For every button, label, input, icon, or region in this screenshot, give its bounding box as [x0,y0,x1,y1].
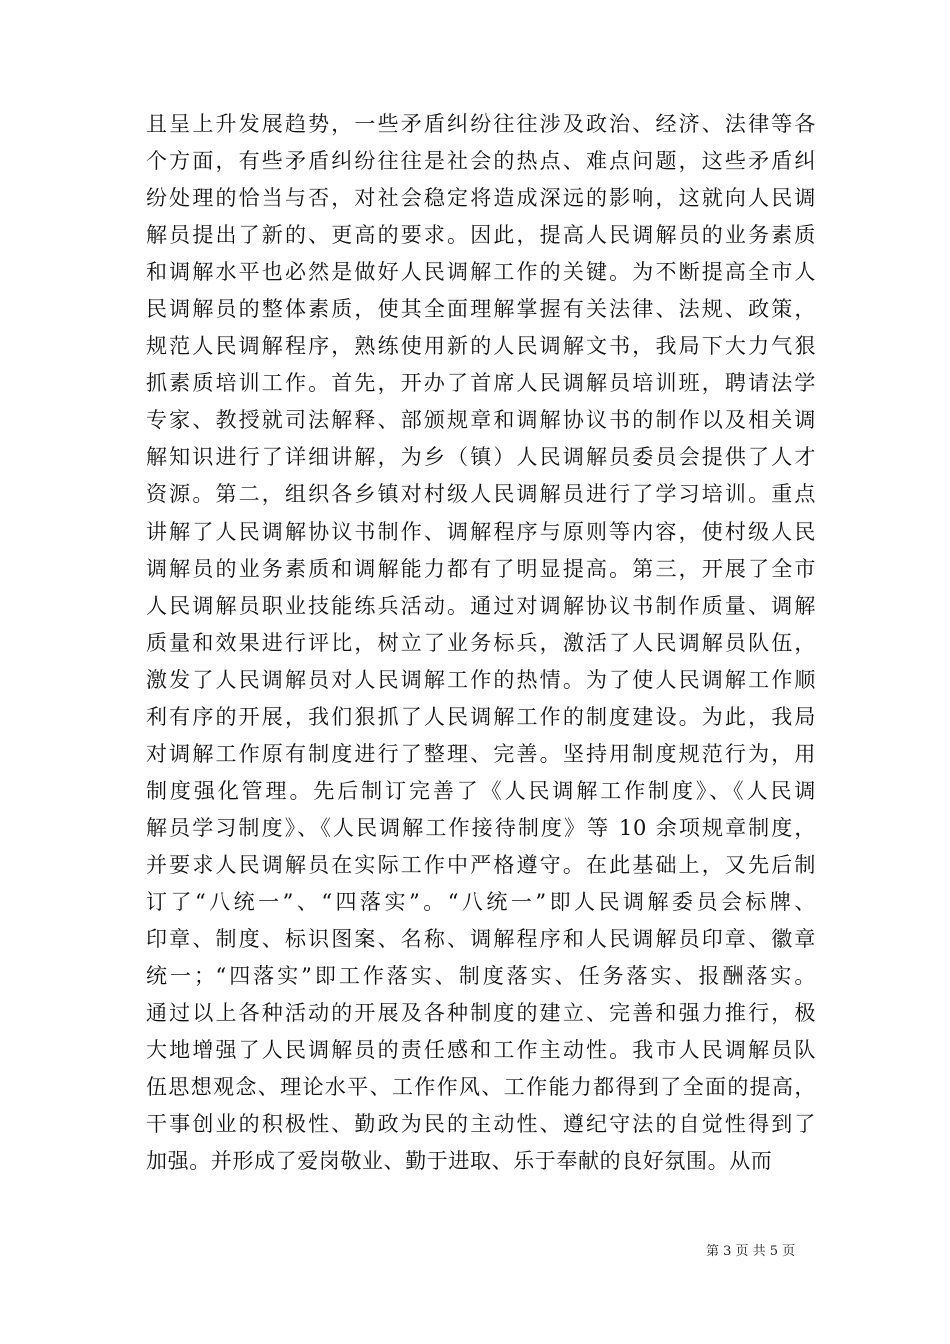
text-line: 并要求人民调解员在实际工作中严格遵守。在此基础上，又先后制 [146,852,816,877]
text-line: 印章、制度、标识图案、名称、调解程序和人民调解员印章、徽章 [146,927,816,952]
text-line: 资源。第二，组织各乡镇对村级人民调解员进行了学习培训。重点 [146,482,816,507]
text-line: 和调解水平也必然是做好人民调解工作的关键。为不断提高全市人 [146,260,816,285]
text-line: 利有序的开展，我们狠抓了人民调解工作的制度建设。为此，我局 [146,704,816,729]
text-line: 个方面，有些矛盾纠纷往往是社会的热点、难点问题，这些矛盾纠 [146,149,816,174]
text-line: 激发了人民调解员对人民调解工作的热情。为了使人民调解工作顺 [146,667,816,692]
text-line: 大地增强了人民调解员的责任感和工作主动性。我市人民调解员队 [146,1038,816,1063]
text-line: 解知识进行了详细讲解，为乡（镇）人民调解员委员会提供了人才 [146,445,816,470]
text-line: 民调解员的整体素质，使其全面理解掌握有关法律、法规、政策， [146,297,816,322]
text-line: 制度强化管理。先后制订完善了《人民调解工作制度》、《人民调 [146,778,816,803]
text-line: 规范人民调解程序，熟练使用新的人民调解文书，我局下大力气狠 [146,334,816,359]
text-line: 纷处理的恰当与否，对社会稳定将造成深远的影响，这就向人民调 [146,186,816,211]
text-line: 且呈上升发展趋势，一些矛盾纠纷往往涉及政治、经济、法律等各 [146,112,816,136]
text-line: 质量和效果进行评比，树立了业务标兵，激活了人民调解员队伍， [146,630,816,655]
text-line: 解员提出了新的、更高的要求。因此，提高人民调解员的业务素质 [146,223,816,248]
text-line: 抓素质培训工作。首先，开办了首席人民调解员培训班，聘请法学 [146,371,816,396]
text-line: 解员学习制度》、《人民调解工作接待制度》等 10 余项规章制度， [146,815,816,840]
text-line: 专家、教授就司法解释、部颁规章和调解协议书的制作以及相关调 [146,408,816,433]
text-line: 对调解工作原有制度进行了整理、完善。坚持用制度规范行为，用 [146,741,816,766]
page-number-footer: 第 3 页 共 5 页 [706,1244,796,1259]
text-line: 统一；“四落实”即工作落实、制度落实、任务落实、报酬落实。 [146,964,816,989]
text-line: 人民调解员职业技能练兵活动。通过对调解协议书制作质量、调解 [146,593,816,618]
text-line: 通过以上各种活动的开展及各种制度的建立、完善和强力推行，极 [146,1001,816,1026]
text-line: 调解员的业务素质和调解能力都有了明显提高。第三，开展了全市 [146,556,816,581]
text-line: 伍思想观念、理论水平、工作作风、工作能力都得到了全面的提高， [146,1075,816,1100]
text-line: 讲解了人民调解协议书制作、调解程序与原则等内容，使村级人民 [146,519,816,544]
text-line: 订了“八统一”、“四落实”。“八统一”即人民调解委员会标牌、 [146,889,816,914]
text-line: 加强。并形成了爱岗敬业、勤于进取、乐于奉献的良好氛围。从而 [146,1149,773,1174]
text-line: 干事创业的积极性、勤政为民的主动性、遵纪守法的自觉性得到了 [146,1112,816,1137]
body-paragraph [146,106,816,1180]
